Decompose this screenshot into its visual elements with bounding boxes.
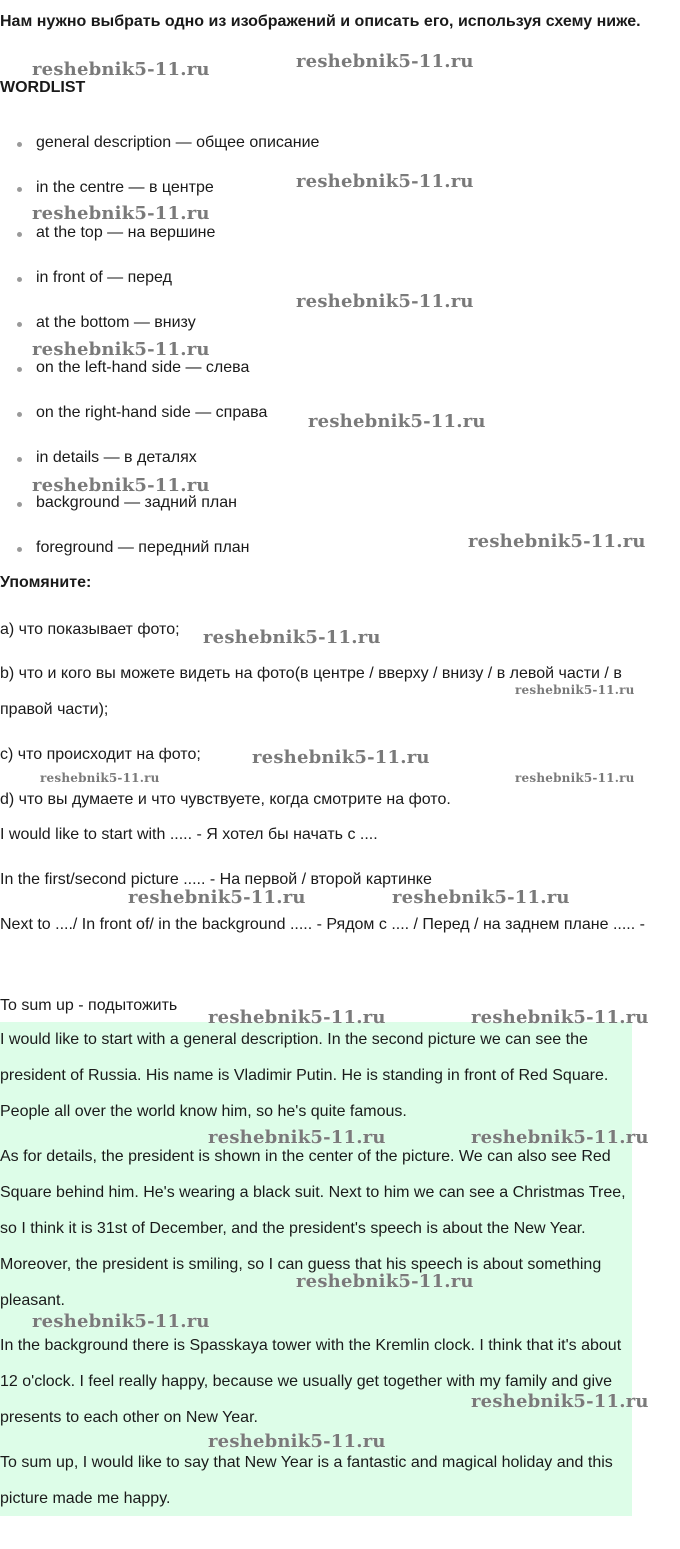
watermark: reshebnik5-11.ru <box>296 1271 474 1292</box>
bullet-icon <box>17 187 22 192</box>
list-item: in the centre — в центре <box>0 175 600 220</box>
watermark: reshebnik5-11.ru <box>40 771 160 785</box>
list-item: background — задний план <box>0 490 600 535</box>
wordlist-heading: WORDLIST <box>0 79 86 96</box>
answer-paragraph-4: To sum up, I would like to say that New Year is a fantastic and magical holiday and this picture made me happy. <box>0 1454 613 1507</box>
list-item: on the right-hand side — справа <box>0 400 600 445</box>
watermark: reshebnik5-11.ru <box>32 1311 210 1332</box>
watermark: reshebnik5-11.ru <box>208 1127 386 1148</box>
watermark: reshebnik5-11.ru <box>471 1127 649 1148</box>
bullet-icon <box>17 277 22 282</box>
list-item: foreground — передний план <box>0 535 600 580</box>
watermark: reshebnik5-11.ru <box>32 203 210 224</box>
watermark: reshebnik5-11.ru <box>208 1431 386 1452</box>
answer-paragraph-3: In the background there is Spasskaya tower with the Kremlin clock. I think that it's about 12 o'clock. I feel really happy, because we usually get together with my family and give presents to each other on New Year. <box>0 1337 622 1426</box>
watermark: reshebnik5-11.ru <box>296 171 474 192</box>
answer-paragraph-1: I would like to start with a general description. In the second picture we can see the president of Russia. His name is Vladimir Putin. He is standing in front of Red Square. People all over the world know him, so he's quite famous. <box>0 1031 609 1120</box>
list-item: at the top — на вершине <box>0 220 600 265</box>
list-item: on the left-hand side — слева <box>0 355 600 400</box>
bullet-icon <box>17 322 22 327</box>
intro-text: Нам нужно выбрать одно из изображений и описать его, используя схему ниже. <box>0 13 641 30</box>
watermark: reshebnik5-11.ru <box>128 887 306 908</box>
watermark: reshebnik5-11.ru <box>296 51 474 72</box>
phrase-next-to: Next to ..../ In front of/ in the background ..... - Рядом с .... / Перед / на заднем плане ..... - <box>0 916 645 933</box>
watermark: reshebnik5-11.ru <box>32 59 210 80</box>
watermark: reshebnik5-11.ru <box>515 771 635 785</box>
watermark: reshebnik5-11.ru <box>468 531 646 552</box>
watermark: reshebnik5-11.ru <box>471 1391 649 1412</box>
bullet-icon <box>17 142 22 147</box>
bullet-icon <box>17 502 22 507</box>
mention-a: a) что показывает фото; <box>0 621 180 638</box>
mention-d: d) что вы думаете и что чувствуете, когда смотрите на фото. <box>0 791 451 808</box>
watermark: reshebnik5-11.ru <box>296 291 474 312</box>
watermark: reshebnik5-11.ru <box>208 1007 386 1028</box>
answer-paragraph-2: As for details, the president is shown in the center of the picture. We can also see Red Square behind him. He's wearing a black suit. Next to him we can see a Christmas Tree, so I think it is 31st of December, and the president's speech is about the New Year. Moreover, the president is smiling, so I can guess that his speech is about something pleasant. <box>0 1148 626 1309</box>
bullet-icon <box>17 457 22 462</box>
list-item: at the bottom — внизу <box>0 310 600 355</box>
phrase-picture: In the first/second picture ..... - На первой / второй картинке <box>0 871 432 888</box>
list-item: general description — общее описание <box>0 130 600 175</box>
list-item: in front of — перед <box>0 265 600 310</box>
phrase-sum-up: To sum up - подытожить <box>0 997 178 1014</box>
watermark: reshebnik5-11.ru <box>203 627 381 648</box>
watermark: reshebnik5-11.ru <box>252 747 430 768</box>
watermark: reshebnik5-11.ru <box>515 683 635 697</box>
bullet-icon <box>17 547 22 552</box>
watermark: reshebnik5-11.ru <box>308 411 486 432</box>
watermark: reshebnik5-11.ru <box>32 475 210 496</box>
mention-heading: Упомяните: <box>0 574 92 591</box>
watermark: reshebnik5-11.ru <box>392 887 570 908</box>
mention-b: b) что и кого вы можете видеть на фото(в центре / вверху / внизу / в левой части / в правой части); <box>0 665 622 718</box>
watermark: reshebnik5-11.ru <box>471 1007 649 1028</box>
bullet-icon <box>17 412 22 417</box>
bullet-icon <box>17 367 22 372</box>
bullet-icon <box>17 232 22 237</box>
watermark: reshebnik5-11.ru <box>32 339 210 360</box>
phrase-start: I would like to start with ..... - Я хотел бы начать с .... <box>0 826 378 843</box>
list-item: in details — в деталях <box>0 445 600 490</box>
mention-c: c) что происходит на фото; <box>0 746 201 763</box>
